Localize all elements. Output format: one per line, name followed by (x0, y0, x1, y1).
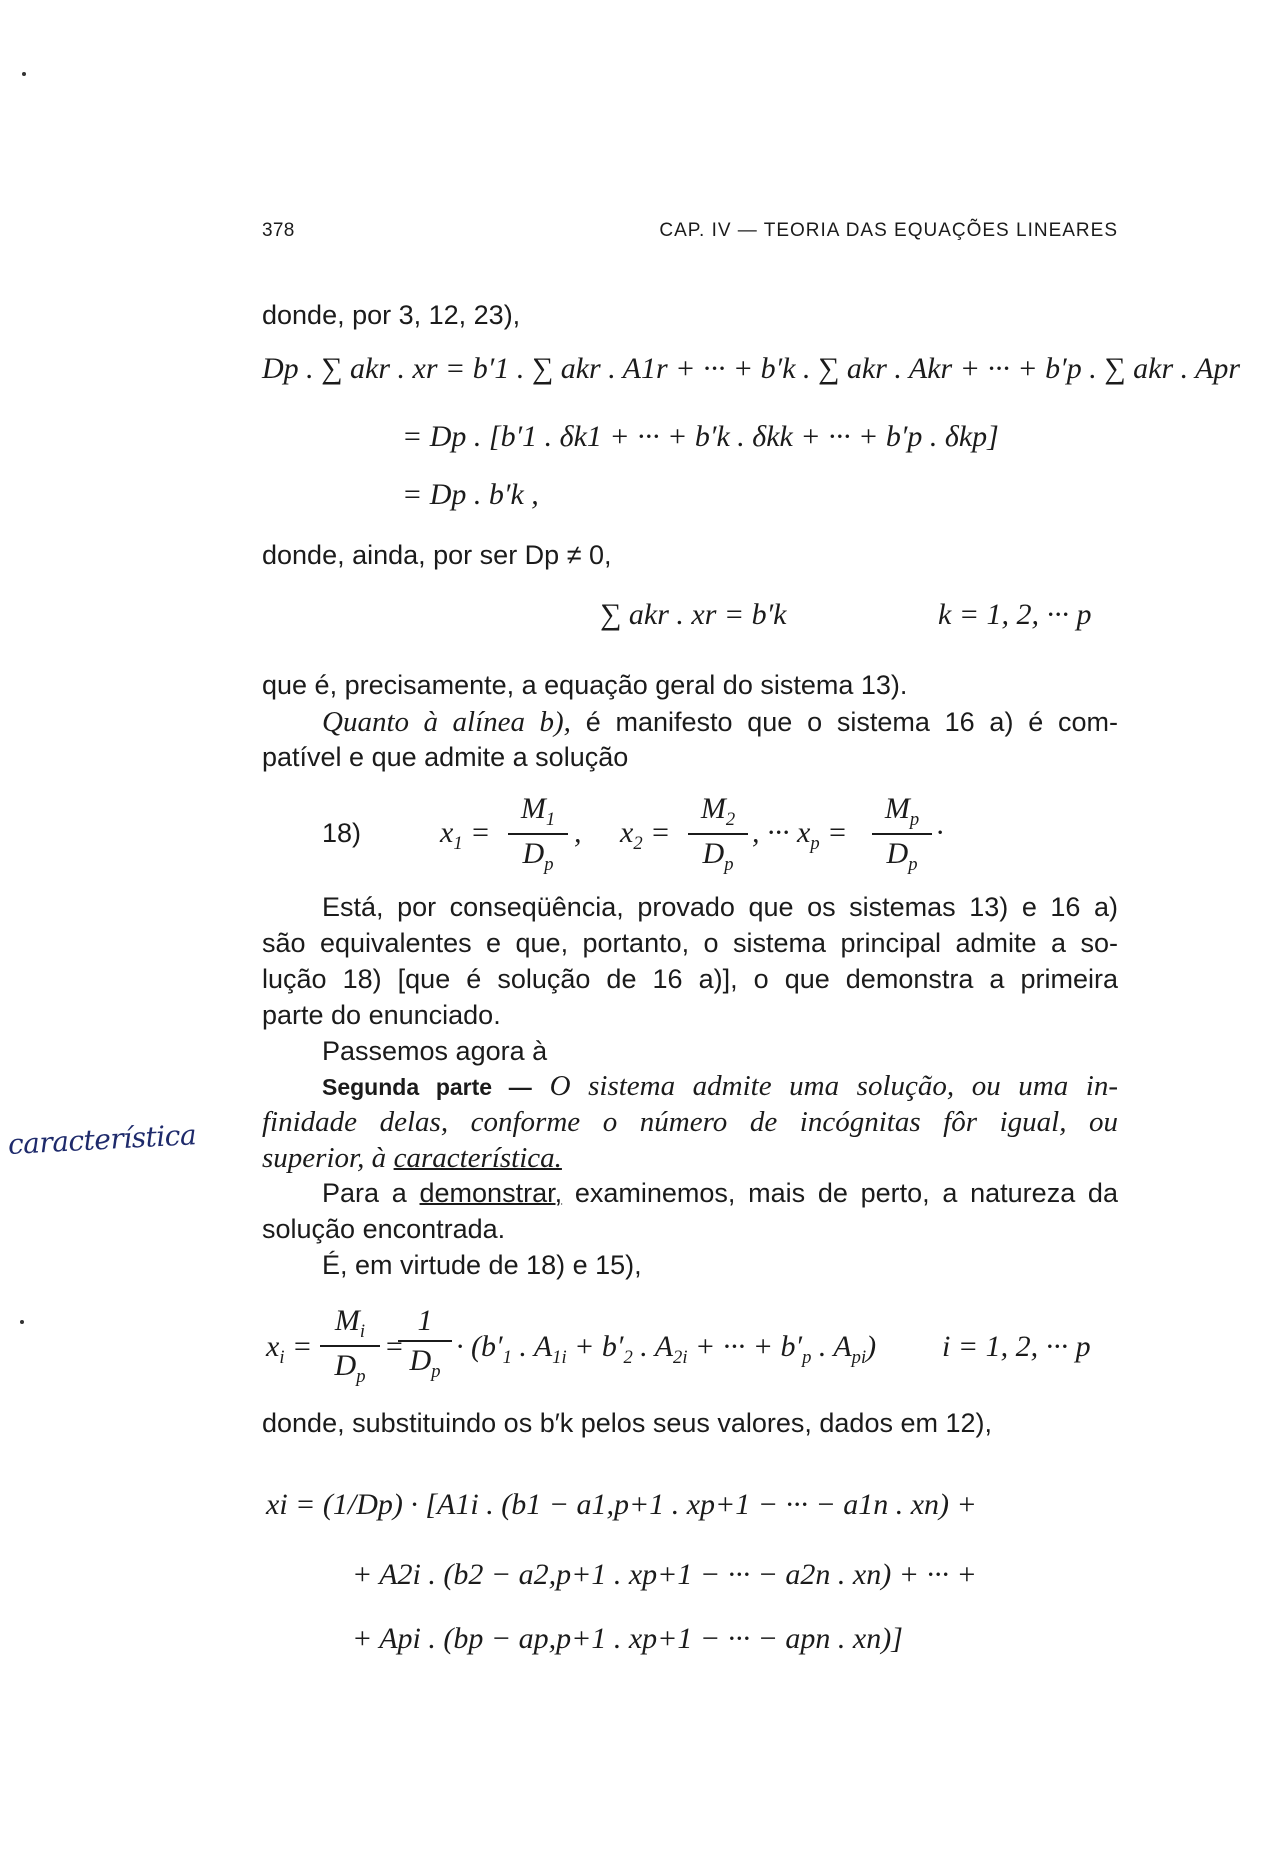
paragraph-e-em-virtude: É, em virtude de 18) e 15), (322, 1250, 642, 1280)
paragraph-quanto-line-1 (322, 706, 1118, 739)
segunda-line-2-italic: finidade delas, conforme o número de incógnitas fôr igual, ou (262, 1106, 1118, 1138)
running-header (262, 220, 1118, 250)
fraction-m2-dp: $\frac{M_2}{D_p}$ (688, 792, 748, 876)
paragraph-esta-line-2: são equivalentes e que, portanto, o sistema principal admite a so- (262, 928, 1118, 958)
equation-18-x2: $x_2$ = (620, 816, 671, 854)
equation-18-tail: · (936, 816, 944, 849)
comma-sep: , (574, 816, 582, 849)
equation-18-xp: , ··· $x_p$ = (752, 816, 848, 854)
equation-final-row-3: + Api . (bp − ap,p+1 . xp+1 − ··· − apn . xn)] (352, 1622, 903, 1655)
paragraph-substituindo: donde, substituindo os b′k pelos seus valores, dados em 12), (262, 1408, 993, 1438)
paragraph-esta-line-3: lução 18) [que é solução de 16 a)], o que demonstra a primeira (262, 964, 1118, 994)
equals-sign: = (384, 1330, 405, 1363)
fraction-mi-dp: $\frac{M_i}{D_p}$ (320, 1304, 380, 1388)
equation-xi-range: i = 1, 2, ··· p (942, 1330, 1091, 1363)
paragraph-segunda-line-3 (262, 1142, 562, 1175)
equation-18-label: 18) (322, 818, 362, 848)
line-donde-por: donde, por 3, 12, 23), (262, 300, 521, 330)
equation-general: ∑ akr . xr = b′k (600, 598, 787, 631)
paragraph-segunda-line-1 (322, 1070, 1118, 1103)
scan-speck (22, 72, 26, 76)
paragraph-quanto-line-2: patível e que admite a solução (262, 742, 629, 772)
equation-final-row-2: + A2i . (b2 − a2,p+1 . xp+1 − ··· − a2n . xn) + ··· + (352, 1558, 977, 1591)
fraction-mp-dp: $\frac{M_p}{D_p}$ (872, 792, 932, 876)
paragraph-precisamente: que é, precisamente, a equação geral do sistema 13). (262, 670, 908, 700)
equation-sum-row-2: = Dp . [b′1 . δk1 + ··· + b′k . δkk + ··· + b′p . δkp] (402, 420, 999, 453)
page-number: 378 (262, 220, 295, 241)
segunda-line-1-italic: O sistema admite uma solução, ou uma in- (549, 1070, 1118, 1102)
paragraph-passemos: Passemos agora à (322, 1036, 548, 1066)
segunda-parte-bold: Segunda parte — (322, 1074, 532, 1100)
paragraph-esta-line-4: parte do enunciado. (262, 1000, 501, 1030)
line-donde-ainda: donde, ainda, por ser Dp ≠ 0, (262, 540, 612, 570)
equation-sum-row-1: Dp . ∑ akr . xr = b′1 . ∑ akr . A1r + ··· + b′k . ∑ akr . Akr + ··· + b′p . ∑ akr . Apr (262, 352, 1241, 385)
paragraph-esta-line-1: Está, por conseqüência, provado que os sistemas 13) e 16 a) (322, 892, 1118, 922)
demonstrar-underlined: demonstrar, (419, 1178, 563, 1208)
fraction-1-dp: $\frac{1}{D_p}$ (398, 1304, 452, 1383)
quanto-rest: é manifesto que o sistema 16 a) é com- (585, 707, 1118, 737)
equation-xi-rhs: · ($b'_1$ . $A_{1i} + b'_2$ . $A_{2i}$ + ··· + $b'_p$ . $A_{pi}$) (456, 1330, 877, 1368)
paragraph-para-line-1 (322, 1178, 1118, 1209)
equation-xi-lhs: $x_i$ = (266, 1330, 313, 1368)
para-line-1-rest: examinemos, mais de perto, a natureza da (574, 1178, 1118, 1208)
equation-18-x1: $x_1$ = (440, 816, 491, 854)
paragraph-segunda-line-2 (262, 1106, 1118, 1139)
scan-speck (20, 1320, 24, 1324)
fraction-m1-dp: $\frac{M_1}{D_p}$ (508, 792, 568, 876)
running-title: CAP. IV — TEORIA DAS EQUAÇÕES LINEARES (659, 220, 1118, 241)
handwritten-margin-note: característica (7, 1118, 197, 1161)
equation-final-row-1: xi = (1/Dp) · [A1i . (b1 − a1,p+1 . xp+1 − ··· − a1n . xn) + (266, 1488, 977, 1521)
paragraph-para-line-2: solução encontrada. (262, 1214, 506, 1244)
equation-general-range: k = 1, 2, ··· p (938, 598, 1092, 631)
para-prefix: Para a (322, 1178, 407, 1208)
quanto-italic: Quanto à alínea b), (322, 706, 571, 738)
equation-sum-row-3: = Dp . b′k , (402, 478, 539, 511)
segunda-line-3-italic: superior, à (262, 1142, 387, 1174)
caracteristica-underlined: característica. (393, 1142, 562, 1174)
